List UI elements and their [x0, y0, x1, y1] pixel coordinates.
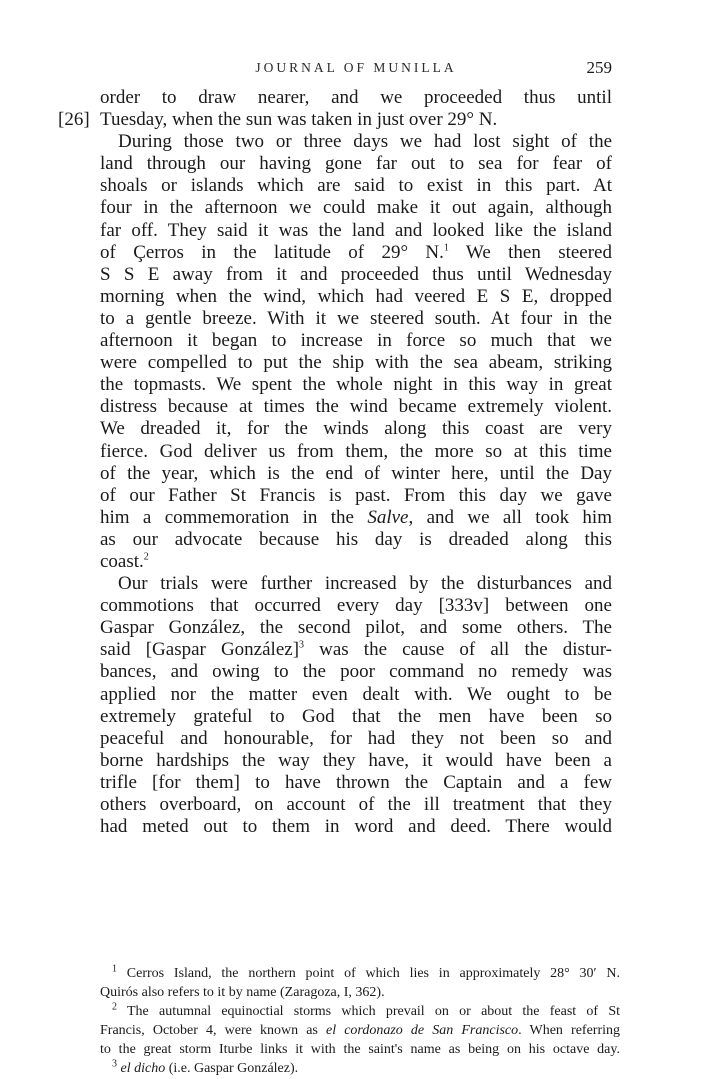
body-line: four in the afternoon we could make it out again, although: [100, 197, 612, 219]
body-line: commotions that occurred every day [333v] between one: [100, 595, 612, 617]
footnote-2-number: 2: [112, 1001, 117, 1013]
body-line: Gaspar González, the second pilot, and some others. The: [100, 617, 612, 639]
page-header: [100, 58, 612, 82]
footnote-2-cont: to the great storm Iturbe links it with the saint's name as being on his octave day.: [100, 1042, 620, 1057]
footnote-2-text: The autumnal equinoctial storms which prevail on or about the feast of St: [127, 1004, 621, 1019]
body-line: [100, 551, 612, 573]
body-line: shoals or islands which are said to exist in this part. At: [100, 175, 612, 197]
body-line: the topmasts. We spent the whole night in this way in great: [100, 374, 612, 396]
body-line: applied nor the matter even dealt with. We ought to be: [100, 683, 612, 705]
body-line: borne hardships the way they have, it would have been a: [100, 749, 612, 771]
cordonazo-italic: el cordonazo de San Francisco: [325, 1023, 519, 1038]
running-title: JOURNAL OF MUNILLA: [255, 60, 457, 75]
body-line: as our advocate because his day is dreaded along this: [100, 528, 612, 550]
body-line: of our Father St Francis is past. From this day we gave: [100, 484, 612, 506]
body-line: [100, 639, 612, 661]
body-line-tail: was the cause of all the distur-: [304, 639, 612, 661]
body-line: extremely grateful to God that the men have been so: [100, 705, 612, 727]
body-line: land through our having gone far out to sea for fear of: [100, 153, 612, 175]
body-line: morning when the wind, which had veered E S E, dropped: [100, 285, 612, 307]
footnote-2: [100, 1002, 620, 1021]
page-number: 259: [586, 58, 612, 77]
body-line: [100, 242, 612, 264]
footnote-1-number: 1: [112, 963, 117, 975]
footnote-marker-2: 2: [143, 551, 149, 563]
body-line: were compelled to put the ship with the sea abeam, striking: [100, 352, 612, 374]
footnote-marker-3: 3: [299, 640, 305, 652]
body-line: Tuesday, when the sun was taken in just over 29° N.: [100, 109, 498, 131]
body-text: [100, 87, 612, 838]
body-line: Our trials were further increased by the disturbances and: [118, 573, 612, 595]
body-line: had meted out to them in word and deed. There would: [100, 816, 612, 838]
footnote-marker-1: 1: [443, 242, 449, 254]
footnotes: [100, 964, 620, 1078]
el-dicho-italic: el dicho: [120, 1061, 166, 1076]
footnote-1-cont: Quirós also refers to it by name (Zaragoza, I, 362).: [100, 985, 385, 1000]
folio-margin-note: [26]: [58, 109, 90, 130]
body-line: afternoon it began to increase in force so much that we: [100, 330, 612, 352]
body-line: S S E away from it and proceeded thus until Wednesday: [100, 263, 612, 285]
body-line: [100, 507, 612, 529]
body-line: trifle [for them] to have thrown the Captain and a few: [100, 771, 612, 793]
body-line: During those two or three days we had lost sight of the: [118, 131, 612, 153]
body-line-text: of Çerros in the latitude of 29° N.: [100, 241, 444, 263]
body-line: We dreaded it, for the winds along this coast are very: [100, 418, 612, 440]
footnote-3: [100, 1059, 620, 1078]
body-line-text: said [Gaspar González]: [100, 639, 300, 661]
body-line: others overboard, on account of the ill treatment that they: [100, 794, 612, 815]
body-line-text: him a commemoration in the: [100, 506, 368, 528]
footnote-1: [100, 964, 620, 983]
body-line-text: coast.: [100, 550, 144, 572]
footnote-2-text: Francis, October 4, were known as: [100, 1023, 326, 1038]
body-line-tail: , and we all took him: [408, 506, 612, 528]
body-line: order to draw nearer, and we proceeded thus until: [100, 87, 612, 108]
body-line-tail: We then steered: [448, 241, 612, 263]
body-line: peaceful and honourable, for had they not been so and: [100, 727, 612, 749]
footnote-3-text: (i.e. Gaspar González).: [165, 1061, 299, 1076]
body-line: distress because at times the wind became extremely violent.: [100, 396, 612, 418]
salve-italic: Salve: [367, 506, 409, 528]
footnote-1-text: Cerros Island, the northern point of which lies in approximately 28° 30′ N.: [126, 966, 620, 981]
footnote-2-cont: [100, 1021, 620, 1040]
footnote-3-number: 3: [112, 1058, 117, 1070]
body-line: fierce. God deliver us from them, the more so at this time: [100, 440, 612, 462]
footnote-2-text: . When referring: [518, 1023, 620, 1038]
body-line: of the year, which is the end of winter here, until the Day: [100, 462, 612, 484]
body-line: bances, and owing to the poor command no remedy was: [100, 661, 612, 683]
body-line: to a gentle breeze. With it we steered south. At four in the: [100, 307, 612, 329]
body-line: far off. They said it was the land and looked like the island: [100, 219, 612, 241]
